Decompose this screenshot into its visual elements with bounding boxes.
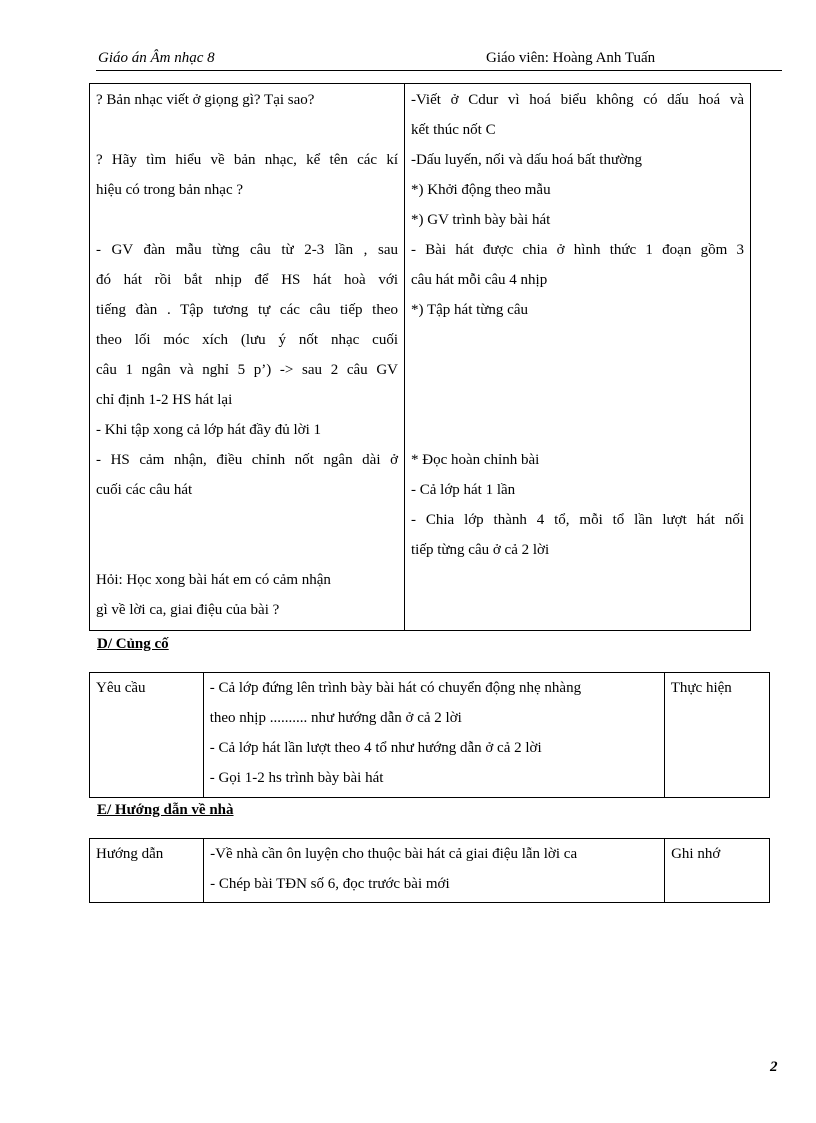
student-activity-cell: [405, 84, 751, 631]
text-line: câu 1 ngân và nghỉ 5 p’) -> sau 2 câu GV: [96, 362, 398, 378]
text-line: - Bài hát được chia ở hình thức 1 đoạn gồm 3: [411, 242, 744, 258]
text-line: *) GV trình bày bài hát: [411, 212, 551, 228]
blank-line: [411, 355, 744, 385]
text-line: - Cả lớp hát 1 lần: [411, 482, 516, 498]
remember-label: Ghi nhớ: [671, 846, 721, 862]
text-line: ? Bản nhạc viết ở giọng gì? Tại sao?: [96, 92, 315, 108]
text-line: -Viết ở Cdur vì hoá biểu không có dấu hoá và: [411, 92, 744, 108]
text-line: - Chia lớp thành 4 tổ, mỗi tổ lần lượt hát nối: [411, 512, 744, 528]
blank-line: [411, 415, 744, 445]
text-line: - Gọi 1-2 hs trình bày bài hát: [209, 770, 384, 786]
guidance-label-cell: [90, 839, 204, 903]
text-line: *) Tập hát từng câu: [411, 302, 528, 318]
text-line: tiếng đàn . Tập tương tự các câu tiếp theo: [96, 302, 398, 318]
text-line: *) Khởi động theo mẫu: [411, 182, 551, 198]
remember-label-cell: [665, 839, 770, 903]
text-line: - Cả lớp hát lần lượt theo 4 tổ như hướng dẫn ở cả 2 lời: [209, 740, 542, 756]
text-line: Hỏi: Học xong bài hát em có cảm nhận: [96, 572, 331, 588]
text-line: -Về nhà cần ôn luyện cho thuộc bài hát cả giai điệu lẫn lời ca: [210, 846, 578, 862]
text-line: kết thúc nốt C: [411, 122, 496, 138]
text-line: ? Hãy tìm hiểu về bản nhạc, kể tên các kí: [96, 152, 398, 168]
text-line: chỉ định 1-2 HS hát lại: [96, 392, 233, 408]
execution-label: Thực hiện: [670, 680, 732, 696]
execution-label-cell: [664, 673, 769, 798]
header-teacher-name: Giáo viên: Hoàng Anh Tuấn: [486, 50, 656, 66]
text-line: câu hát mỗi câu 4 nhịp: [411, 272, 548, 288]
text-line: hiệu có trong bản nhạc ?: [96, 182, 244, 198]
text-line: - Cả lớp đứng lên trình bày bài hát có chuyển động nhẹ nhàng: [209, 680, 582, 696]
text-line: * Đọc hoàn chỉnh bài: [411, 452, 540, 468]
text-line: - Chép bài TĐN số 6, đọc trước bài mới: [210, 876, 450, 892]
text-line: theo lối móc xích (lưu ý nốt nhạc cuối: [96, 332, 398, 348]
section-e-title: E/ Hướng dẫn về nhà: [97, 802, 234, 818]
consolidation-content-cell: [203, 673, 664, 798]
section-d-title: D/ Củng cố: [97, 636, 169, 652]
header-course-title: Giáo án Âm nhạc 8: [98, 50, 215, 66]
text-line: cuối các câu hát: [96, 482, 193, 498]
page-header: [96, 48, 782, 71]
page-number: 2: [770, 1059, 778, 1075]
blank-line: [411, 385, 744, 415]
teacher-activity-cell: [90, 84, 405, 631]
blank-line: [96, 115, 398, 145]
blank-line: [96, 505, 398, 535]
blank-line: [96, 535, 398, 565]
blank-line: [411, 325, 744, 355]
text-line: -Dấu luyến, nối và dấu hoá bất thường: [411, 152, 643, 168]
text-line: tiếp từng câu ở cả 2 lời: [411, 542, 550, 558]
text-line: theo nhịp .......... như hướng dẫn ở cả 2 lời: [209, 710, 462, 726]
text-line: - GV đàn mẫu từng câu từ 2-3 lần , sau: [96, 242, 398, 258]
text-line: - Khi tập xong cả lớp hát đầy đủ lời 1: [96, 422, 321, 438]
homework-table: [89, 838, 770, 903]
text-line: gì về lời ca, giai điệu của bài ?: [96, 602, 280, 618]
text-line: đó hát rồi bắt nhịp để HS hát hoà với: [96, 272, 398, 288]
text-line: - HS cảm nhận, điều chỉnh nốt ngân dài ở: [96, 452, 398, 468]
lesson-activity-table: [89, 83, 751, 631]
homework-content-cell: [204, 839, 665, 903]
guidance-label: Hướng dẫn: [96, 846, 164, 862]
requirement-label-cell: [90, 673, 204, 798]
consolidation-table: [89, 672, 770, 798]
requirement-label: Yêu cầu: [96, 680, 146, 696]
blank-line: [96, 205, 398, 235]
